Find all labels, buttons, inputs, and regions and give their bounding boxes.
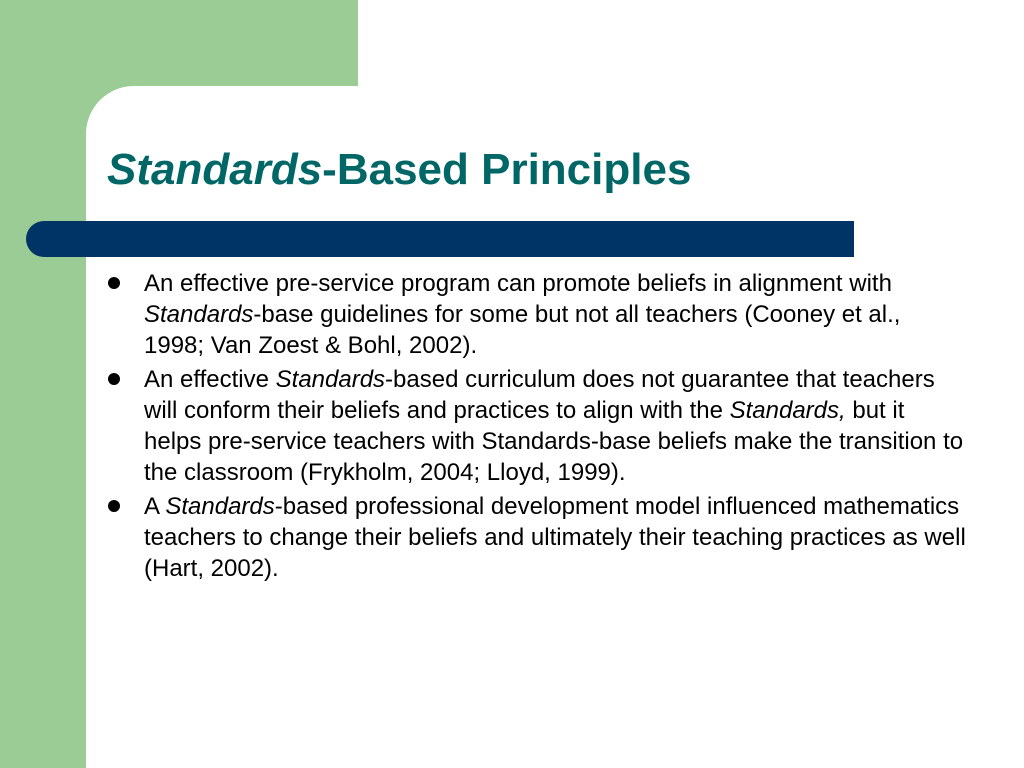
bullet-dot-icon <box>108 277 120 289</box>
bullet-list <box>106 268 966 587</box>
bullet-text-segment: Standards, <box>729 397 846 424</box>
bullet-item <box>106 364 966 488</box>
bullet-text-segment: An effective pre-service program can promote beliefs in alignment with <box>144 270 892 297</box>
bullet-text-segment: -based professional development model influenced mathematics teachers to change their beliefs and ultimately their teaching practices as well (Hart, 2002). <box>144 493 966 582</box>
bullet-text-segment: but it helps pre-service teachers with Standards-base beliefs make the transition to the classroom (Frykholm, 2004; Lloyd, 1999). <box>144 397 964 486</box>
bullet-text-segment: -based curriculum does not guarantee that teachers will conform their beliefs and practices to align with the <box>144 366 935 424</box>
bullet-text-segment: Standards <box>275 366 386 393</box>
bullet-text-segment: An effective <box>144 366 276 393</box>
bullet-text-segment: A <box>144 493 166 520</box>
bullet-text-segment: Standards <box>144 301 254 328</box>
bullet-dot-icon <box>108 500 120 512</box>
bullet-dot-icon <box>108 373 120 385</box>
bullet-text-segment: -base guidelines for some but not all teachers (Cooney et al., 1998; Van Zoest & Bohl, 2002). <box>144 301 901 359</box>
bullet-item <box>106 491 966 584</box>
title-underline-bar <box>26 221 854 257</box>
slide-title <box>107 142 691 198</box>
slide-title-italic: Standards <box>107 145 323 194</box>
bullet-text-segment: Standards <box>165 493 275 520</box>
slide-title-rest: -Based Principles <box>322 145 692 194</box>
bullet-item <box>106 268 966 361</box>
